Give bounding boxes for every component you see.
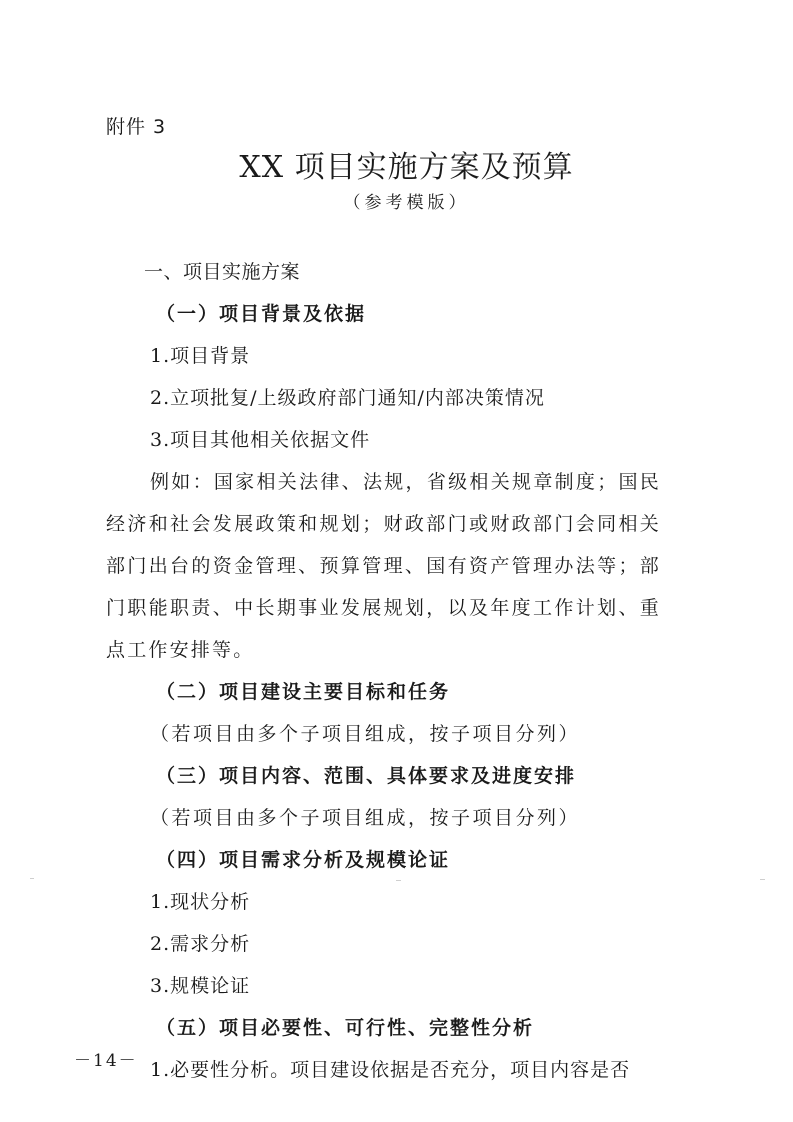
subsection-heading-2: （二）项目建设主要目标和任务 <box>156 681 451 703</box>
list-item: 3.项目其他相关依据文件 <box>150 429 371 451</box>
list-item: 2.立项批复/上级政府部门通知/内部决策情况 <box>150 387 545 409</box>
document-body <box>106 262 661 1102</box>
page-number: －14－ <box>74 1051 138 1071</box>
document-subtitle: （参考模版） <box>343 193 470 213</box>
subsection-heading-1: （一）项目背景及依据 <box>156 303 367 325</box>
section-heading-1: 一、项目实施方案 <box>144 261 301 283</box>
attachment-label: 附件 3 <box>106 116 167 138</box>
note-text: （若项目由多个子项目组成，按子项目分列） <box>150 807 581 829</box>
scan-artifact <box>30 878 34 879</box>
subsection-heading-3: （三）项目内容、范围、具体要求及进度安排 <box>156 765 577 787</box>
list-item: 1.项目背景 <box>150 345 251 367</box>
subsection-heading-5: （五）项目必要性、可行性、完整性分析 <box>156 1017 535 1039</box>
list-item: 1.现状分析 <box>150 891 251 913</box>
body-paragraph: 例如：国家相关法律、法规，省级相关规章制度；国民经济和社会发展政策和规划；财政部门或财政部门会同相关部门出台的资金管理、预算管理、国有资产管理办法等；部门职能职责、中长期事业发展规划，以及年度工作计划、重点工作安排等。 <box>106 471 661 661</box>
scan-artifact <box>760 879 765 880</box>
list-item: 3.规模论证 <box>150 975 251 997</box>
document-title: XX 项目实施方案及预算 <box>239 150 574 185</box>
list-item: 2.需求分析 <box>150 933 251 955</box>
list-item: 1.必要性分析。项目建设依据是否充分，项目内容是否 <box>150 1059 631 1081</box>
subsection-heading-4: （四）项目需求分析及规模论证 <box>156 849 451 871</box>
note-text: （若项目由多个子项目组成，按子项目分列） <box>150 723 581 745</box>
scan-artifact <box>396 880 401 881</box>
